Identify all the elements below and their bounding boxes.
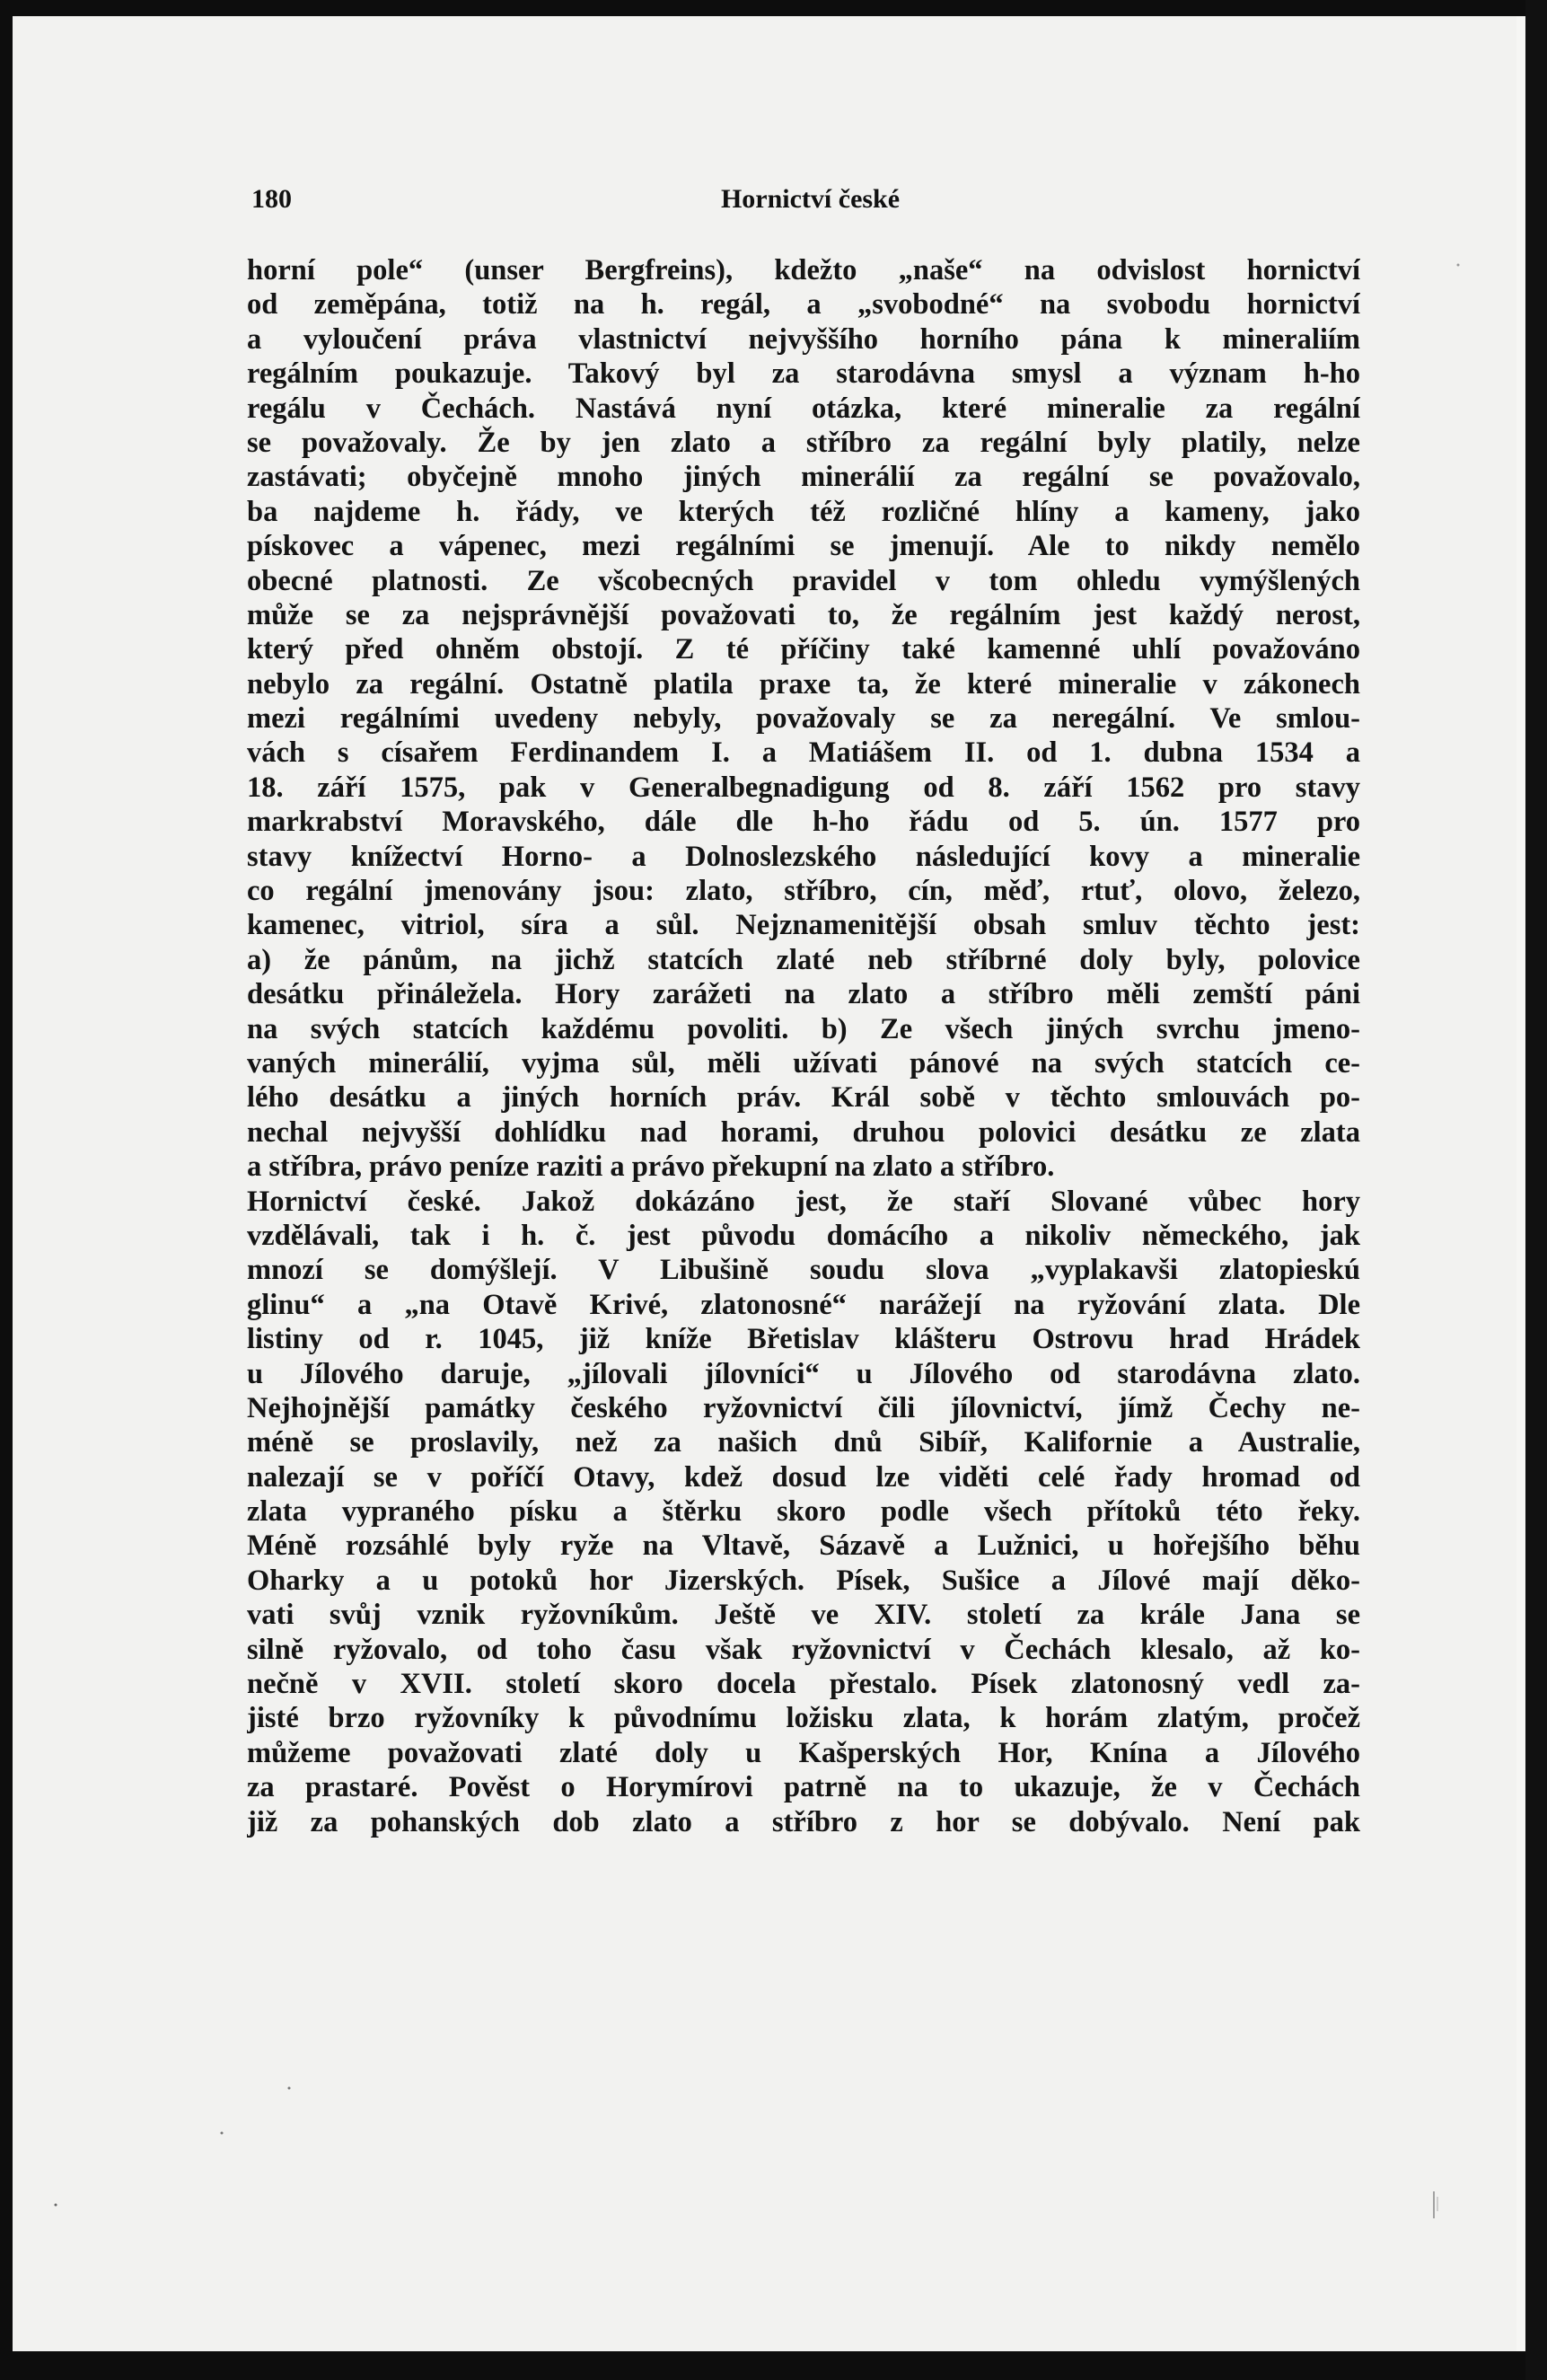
text-line: desátku přináležela. Hory zarážeti na zlato a stříbro měli zemští páni	[247, 978, 1360, 1011]
body-text	[247, 253, 1360, 1839]
scan-edge	[1525, 0, 1547, 2380]
text-line: lého desátku a jiných horních práv. Král sobě v těchto smlouvách po-	[247, 1081, 1360, 1115]
text-line: co regální jmenovány jsou: zlato, stříbro, cín, měď, rtuť, olovo, železo,	[247, 875, 1360, 908]
text-line: na svých statcích každému povoliti. b) Ze všech jiných svrchu jmeno-	[247, 1012, 1360, 1045]
text-line: zlata vypraného písku a štěrku skoro podle všech přítoků této řeky.	[247, 1495, 1360, 1529]
text-line: a stříbra, právo peníze raziti a právo překupní na zlato a stříbro.	[247, 1150, 1055, 1184]
text-line: stavy knížectví Horno- a Dolnoslezského následující kovy a mineralie	[247, 840, 1360, 873]
text-line: 18. září 1575, pak v Generalbegnadigung od 8. září 1562 pro stavy	[247, 771, 1360, 804]
text-line: můžeme považovati zlaté doly u Kašperských Hor, Knína a Jílového	[247, 1736, 1360, 1769]
text-line: markrabství Moravského, dále dle h-ho řádu od 5. ún. 1577 pro	[247, 806, 1360, 839]
text-line: glinu“ a „na Otavě Krivé, zlatonosné“ narážejí na ryžování zlata. Dle	[247, 1288, 1360, 1321]
text-line: Méně rozsáhlé byly ryže na Vltavě, Sázavě a Lužnici, u hořejšího běhu	[247, 1529, 1360, 1563]
text-line: nečně v XVII. století skoro docela přestalo. Písek zlatonosný vedl za-	[247, 1668, 1360, 1701]
text-line: mnozí se domýšlejí. V Libušině soudu slova „vyplakavši zlatopieskú	[247, 1254, 1360, 1287]
text-line: který před ohněm obstojí. Z té příčiny také kamenné uhlí považováno	[247, 633, 1360, 666]
page-header	[251, 184, 1369, 220]
text-line: nechal nejvyšší dohlídku nad horami, druhou polovici desátku ze zlata	[247, 1115, 1360, 1149]
text-line: nalezají se v poříčí Otavy, kdež dosud lze viděti celé řady hromad od	[247, 1460, 1360, 1494]
text-line: listiny od r. 1045, již kníže Břetislav klášteru Ostrovu hrad Hrádek	[247, 1323, 1360, 1356]
text-line: od zeměpána, totiž na h. regál, a „svobodné“ na svobodu hornictví	[247, 288, 1360, 322]
text-line: u Jílového daruje, „jílovali jílovníci“ u Jílového od starodávna zlato.	[247, 1357, 1360, 1390]
text-line: horní pole“ (unser Bergfreins), kdežto „naše“ na odvislost hornictví	[247, 254, 1360, 286]
text-line: silně ryžovalo, od toho času však ryžovnictví v Čechách klesalo, až ko-	[247, 1633, 1360, 1666]
text-line: vách s císařem Ferdinandem I. a Matiášem II. od 1. dubna 1534 a	[247, 736, 1360, 770]
page-number: 180	[251, 184, 292, 214]
text-line: Nejhojnější památky českého ryžovnictví čili jílovnictví, jímž Čechy ne-	[247, 1391, 1360, 1424]
text-line: vaných minerálií, vyjma sůl, měli užívati pánové na svých statcích ce-	[247, 1046, 1360, 1080]
text-line: Hornictví české. Jakož dokázáno jest, že staří Slované vůbec hory	[247, 1185, 1360, 1218]
text-line: vati svůj vznik ryžovníkům. Ještě ve XIV. století za krále Jana se	[247, 1599, 1360, 1632]
text-line: regálu v Čechách. Nastává nyní otázka, které mineralie za regální	[247, 392, 1360, 425]
text-line: kamenec, vitriol, síra a sůl. Nejznamenitější obsah smluv těchto jest:	[247, 909, 1360, 942]
text-line: za prastaré. Pověst o Horymírovi patrně na to ukazuje, že v Čechách	[247, 1771, 1360, 1804]
text-line: ba najdeme h. řády, ve kterých též rozličné hlíny a kameny, jako	[247, 495, 1360, 528]
text-line: a vyloučení práva vlastnictví nejvyššího horního pána k mineraliím	[247, 322, 1360, 356]
text-line: zastávati; obyčejně mnoho jiných minerálií za regální se považovalo,	[247, 461, 1360, 494]
text-line: regálním poukazuje. Takový byl za starodávna smysl a význam h-ho	[247, 357, 1360, 391]
text-line: může se za nejsprávnější považovati to, že regálním jest každý nerost,	[247, 598, 1360, 631]
text-line: jisté brzo ryžovníky k původnímu ložisku zlata, k horám zlatým, pročež	[247, 1702, 1360, 1735]
text-line: a) že pánům, na jichž statcích zlaté neb stříbrné doly byly, polovice	[247, 943, 1360, 976]
text-line: již za pohanských dob zlato a stříbro z hor se dobývalo. Není pak	[247, 1805, 1360, 1838]
text-line: mezi regálními uvedeny nebyly, považovaly se za neregální. Ve smlou-	[247, 702, 1360, 736]
text-line: obecné platnosti. Ze všcobecných pravidel v tom ohledu vymýšlených	[247, 564, 1360, 597]
running-title: Hornictví české	[720, 184, 901, 214]
text-line: nebylo za regální. Ostatně platila praxe ta, že které mineralie v zákonech	[247, 667, 1360, 701]
text-line: méně se proslavily, než za našich dnů Sibíř, Kalifornie a Australie,	[247, 1426, 1360, 1459]
text-line: se považovaly. Že by jen zlato a stříbro za regální byly platily, nelze	[247, 426, 1360, 459]
text-line: vzdělávali, tak i h. č. jest původu domácího a nikoliv německého, jak	[247, 1219, 1360, 1252]
text-line: Oharky a u potoků hor Jizerských. Písek, Sušice a Jílové mají děko-	[247, 1564, 1360, 1597]
text-line: pískovec a vápenec, mezi regálními se jmenují. Ale to nikdy nemělo	[247, 530, 1360, 563]
